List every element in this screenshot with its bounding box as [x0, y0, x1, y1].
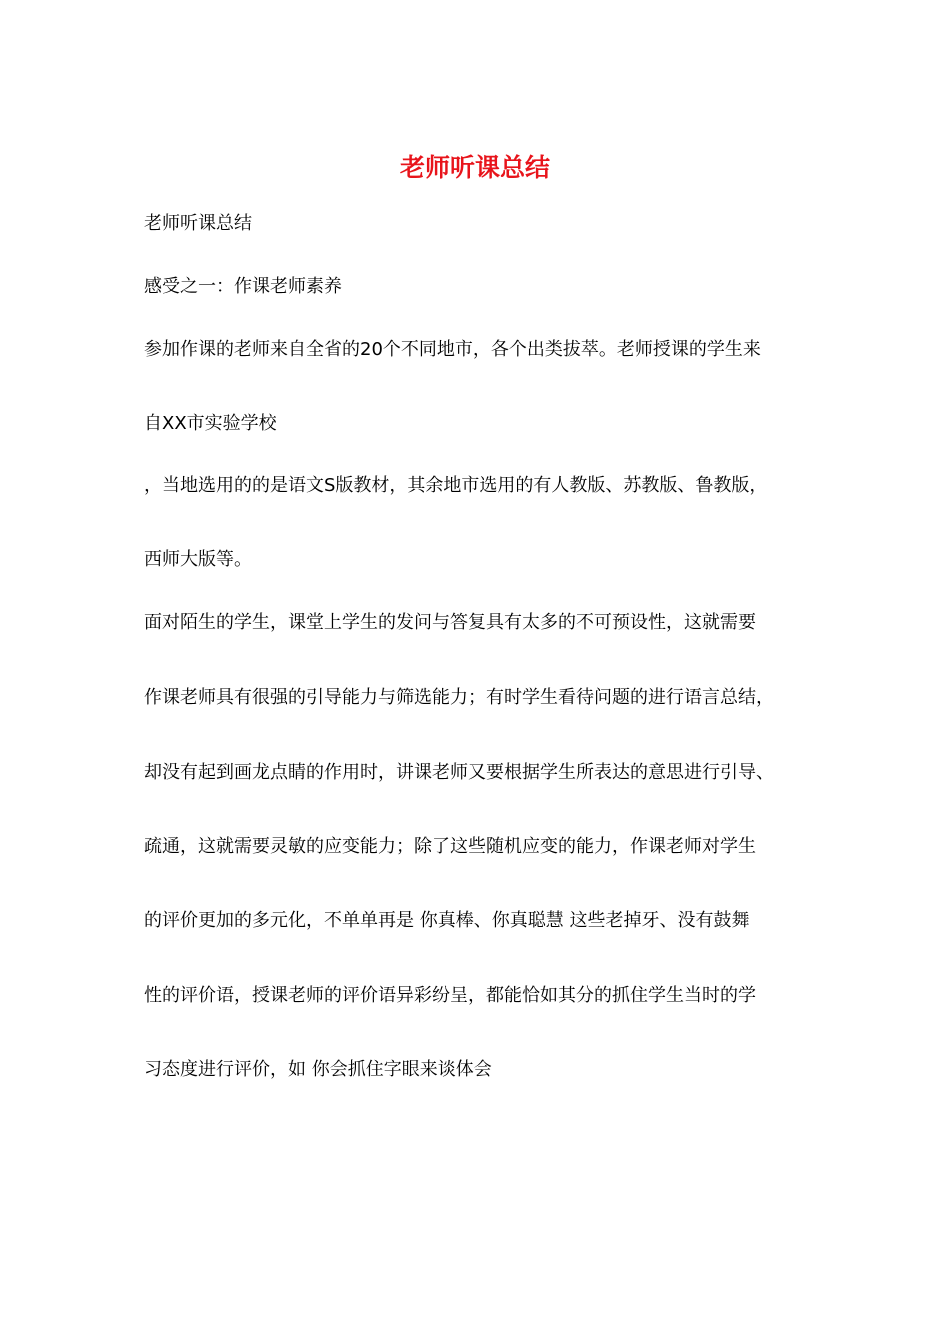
body-line: 西师大版等。 [144, 549, 252, 570]
body-line: 面对陌生的学生，课堂上学生的发问与答复具有太多的不可预设性，这就需要 [144, 612, 756, 633]
document-title: 老师听课总结 [399, 153, 550, 182]
section-heading: 感受之一：作课老师素养 [144, 276, 342, 297]
body-line: 的评价更加的多元化，不单单再是 你真棒、你真聪慧 这些老掉牙、没有鼓舞 [144, 910, 750, 931]
subtitle-line: 老师听课总结 [144, 213, 252, 234]
body-line: 疏通，这就需要灵敏的应变能力；除了这些随机应变的能力，作课老师对学生 [144, 836, 756, 857]
body-line: 作课老师具有很强的引导能力与筛选能力；有时学生看待问题的进行语言总结， [144, 687, 774, 708]
body-line: 性的评价语，授课老师的评价语异彩纷呈，都能恰如其分的抓住学生当时的学 [144, 985, 756, 1006]
body-line: 却没有起到画龙点睛的作用时，讲课老师又要根据学生所表达的意思进行引导、 [144, 762, 774, 783]
body-line: 习态度进行评价，如 你会抓住字眼来谈体会 [144, 1059, 492, 1080]
body-line: 自XX市实验学校 [144, 413, 277, 434]
body-line: 参加作课的老师来自全省的20个不同地市，各个出类拔萃。老师授课的学生来 [144, 339, 761, 360]
body-line: ，当地选用的的是语文S版教材，其余地市选用的有人教版、苏教版、鲁教版， [144, 475, 768, 496]
